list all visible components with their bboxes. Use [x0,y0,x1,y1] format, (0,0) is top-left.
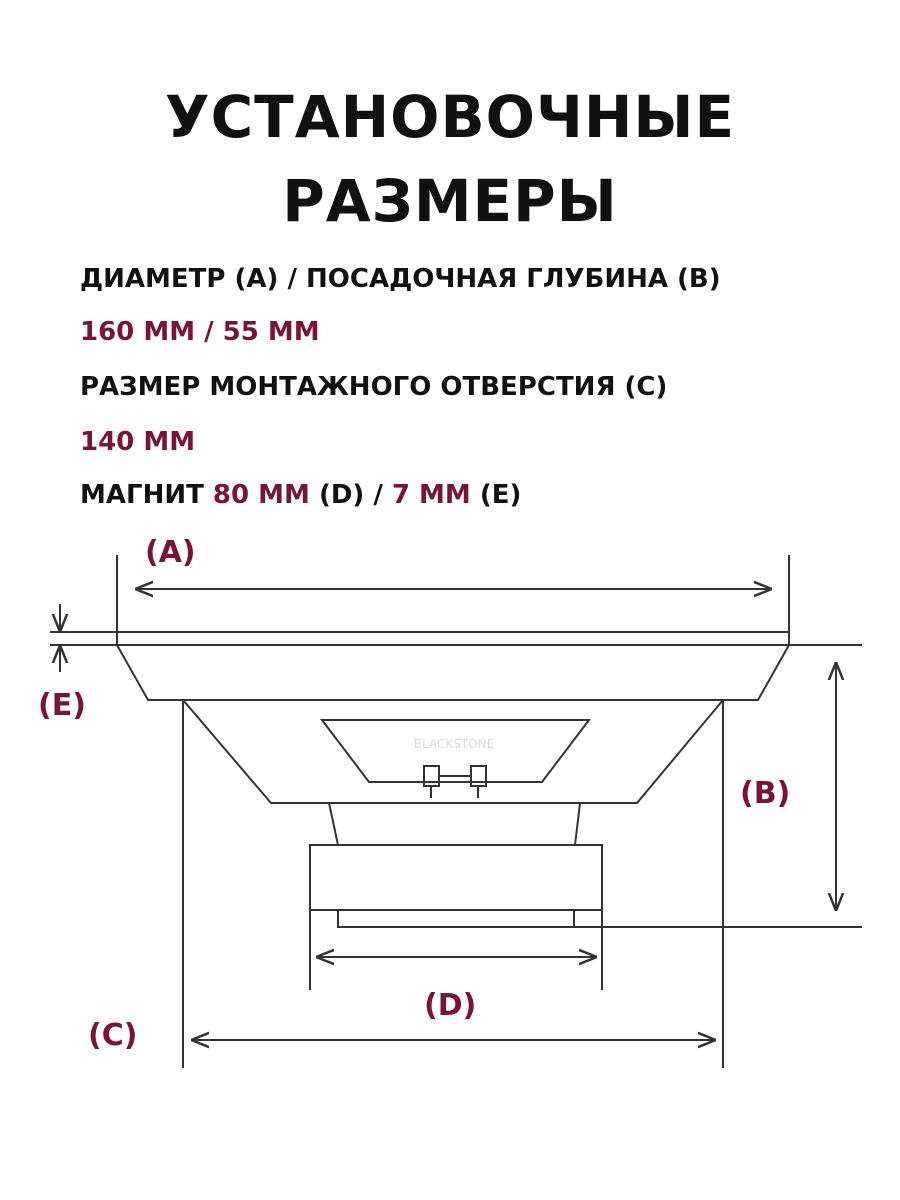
back-plate [338,910,574,927]
dimension-e-label: (E) [38,688,86,723]
magnet-diameter-tag: (D) / [318,480,383,510]
diameter-depth-label: ДИАМЕТР (A) / ПОСАДОЧНАЯ ГЛУБИНА (B) [80,264,721,294]
speaker-basket-upper [117,645,789,700]
speaker-basket-lower [183,700,723,803]
mounting-hole-label: РАЗМЕР МОНТАЖНОГО ОТВЕРСТИЯ (C) [80,372,668,402]
dimension-d-label: (D) [424,988,477,1023]
magnet-diameter-value: 80 ММ [212,480,310,510]
dimension-c-label: (C) [88,1018,138,1053]
magnet-label: МАГНИТ [80,480,204,510]
mounting-hole-value: 140 ММ [80,427,196,457]
magnet-thickness-tag: (E) [479,480,522,510]
dimension-a-label: (A) [145,535,196,570]
diameter-depth-value: 160 ММ / 55 ММ [80,317,320,347]
motor-housing [329,803,580,845]
page-title-line-2: РАЗМЕРЫ [282,167,618,235]
dimension-b-label: (B) [740,776,791,811]
page-title-line-1: УСТАНОВОЧНЫЕ [164,83,736,151]
watermark: BLACKSTONE [413,737,495,751]
terminal-window [322,720,589,782]
magnet-thickness-value: 7 ММ [391,480,471,510]
speaker-flange [117,632,789,645]
magnet [310,845,602,910]
